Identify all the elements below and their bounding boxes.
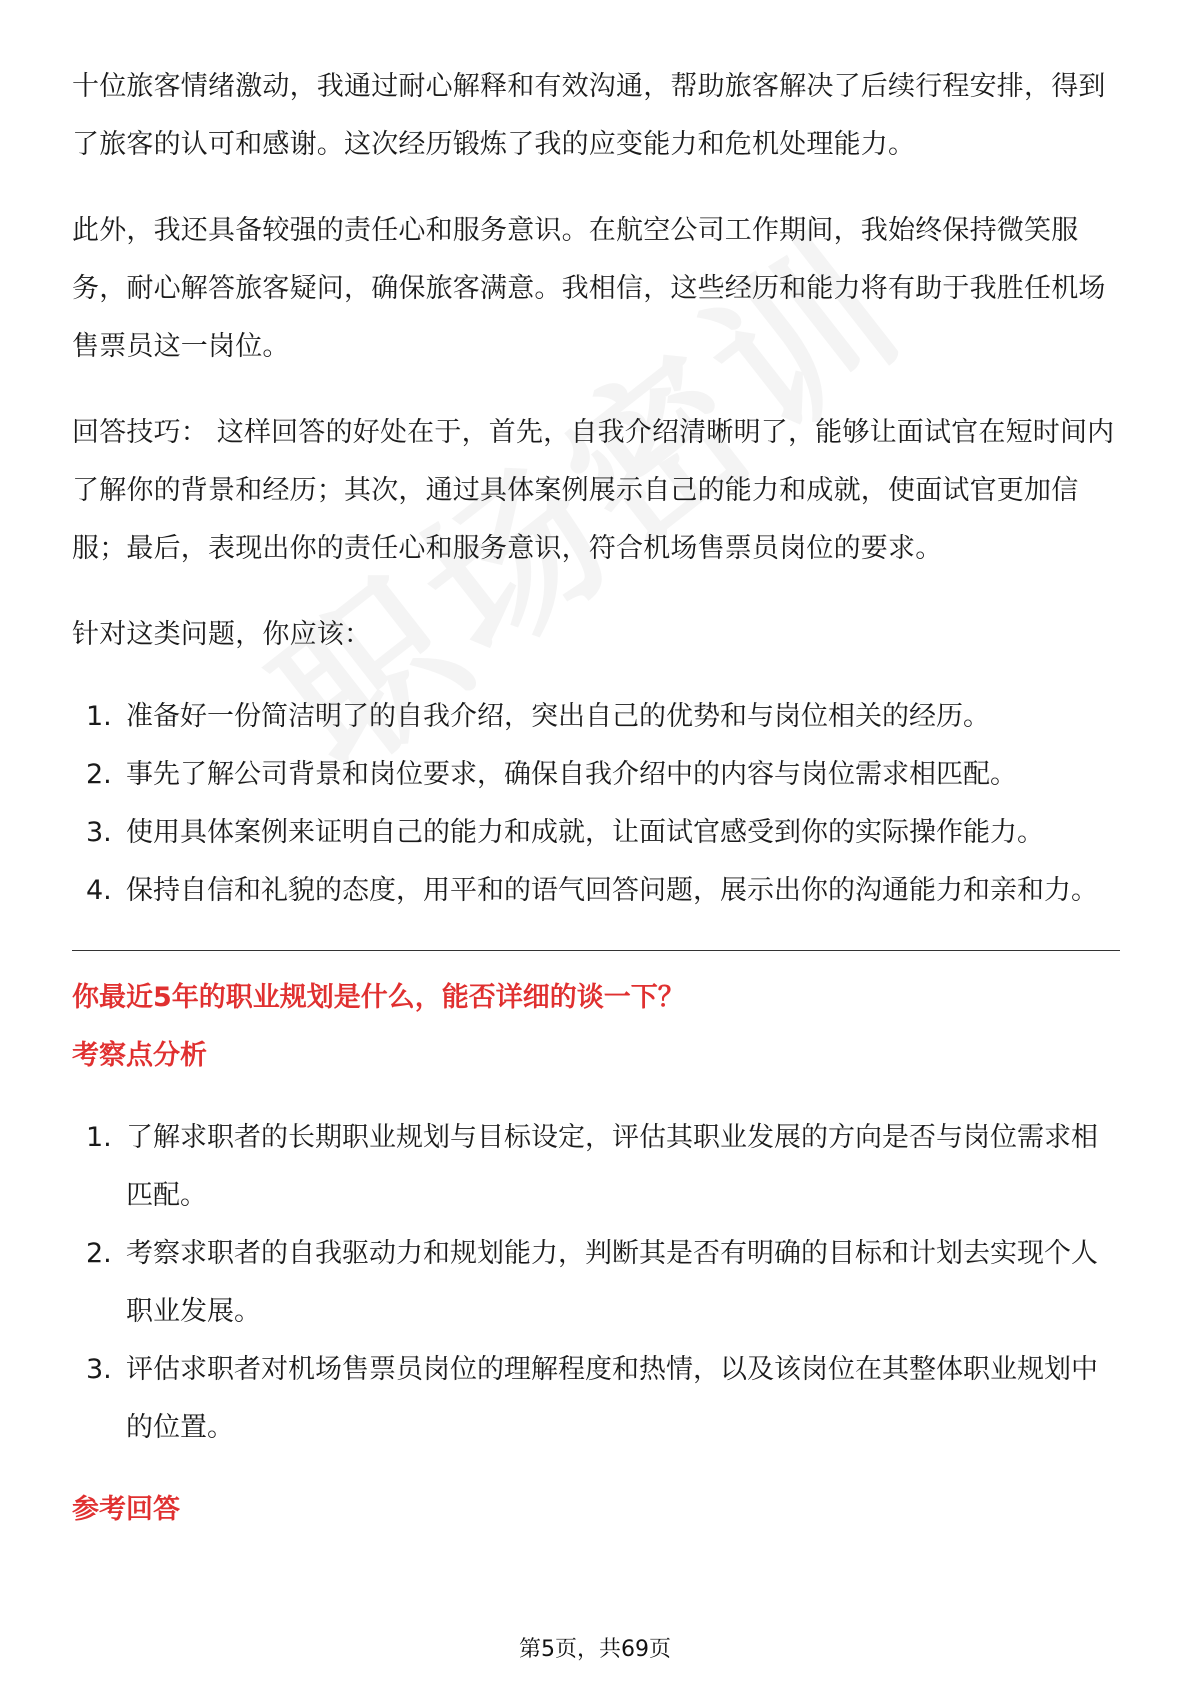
list-number: 4.: [86, 875, 112, 906]
list-item: [72, 1341, 1120, 1457]
reference-answer-heading: 参考回答: [72, 1494, 180, 1525]
list-item-text: 保持自信和礼貌的态度，用平和的语气回答问题，展示出你的沟通能力和亲和力。: [126, 875, 1098, 906]
list-item: [72, 688, 1120, 746]
list-item: [72, 862, 1120, 920]
paragraph-continuation: 十位旅客情绪激动，我通过耐心解释和有效沟通，帮助旅客解决了后续行程安排，得到了旅客的认可和感谢。这次经历锻炼了我的应变能力和危机处理能力。: [72, 71, 1106, 160]
list-item-text: 使用具体案例来证明自己的能力和成就，让面试官感受到你的实际操作能力。: [126, 817, 1044, 848]
list-item-text: 了解求职者的长期职业规划与目标设定，评估其职业发展的方向是否与岗位需求相匹配。: [126, 1122, 1098, 1211]
list-item-text: 准备好一份简洁明了的自我介绍，突出自己的优势和与岗位相关的经历。: [126, 701, 990, 732]
list-number: 3.: [86, 817, 112, 848]
list-item: [72, 1109, 1120, 1225]
list-number: 2.: [86, 1238, 112, 1269]
list-item: [72, 746, 1120, 804]
list-item-text: 评估求职者对机场售票员岗位的理解程度和热情，以及该岗位在其整体职业规划中的位置。: [126, 1354, 1098, 1443]
section-divider: [72, 950, 1120, 951]
analysis-list: [72, 1109, 1120, 1457]
list-item: [72, 804, 1120, 862]
list-number: 3.: [86, 1354, 112, 1385]
list-item: [72, 1225, 1120, 1341]
list-number: 1.: [86, 1122, 112, 1153]
question-title: 你最近5年的职业规划是什么，能否详细的谈一下？: [72, 982, 685, 1013]
list-item-text: 事先了解公司背景和岗位要求，确保自我介绍中的内容与岗位需求相匹配。: [126, 759, 1017, 790]
page-content: [72, 58, 1120, 1539]
paragraph-answer-tips: 回答技巧： 这样回答的好处在于，首先，自我介绍清晰明了，能够让面试官在短时间内了解你的背景和经历；其次，通过具体案例展示自己的能力和成就，使面试官更加信服；最后，表现出你的责任心和服务意识，符合机场售票员岗位的要求。: [72, 417, 1115, 564]
page-number-footer: 第5页，共69页: [519, 1637, 671, 1662]
list-number: 1.: [86, 701, 112, 732]
analysis-heading: 考察点分析: [72, 1040, 207, 1071]
paragraph-service-awareness: 此外，我还具备较强的责任心和服务意识。在航空公司工作期间，我始终保持微笑服务，耐心解答旅客疑问，确保旅客满意。我相信，这些经历和能力将有助于我胜任机场售票员这一岗位。: [72, 215, 1106, 362]
paragraph-advice-intro: 针对这类问题，你应该：: [72, 619, 372, 650]
advice-list: [72, 688, 1120, 920]
list-number: 2.: [86, 759, 112, 790]
list-item-text: 考察求职者的自我驱动力和规划能力，判断其是否有明确的目标和计划去实现个人职业发展。: [126, 1238, 1098, 1327]
